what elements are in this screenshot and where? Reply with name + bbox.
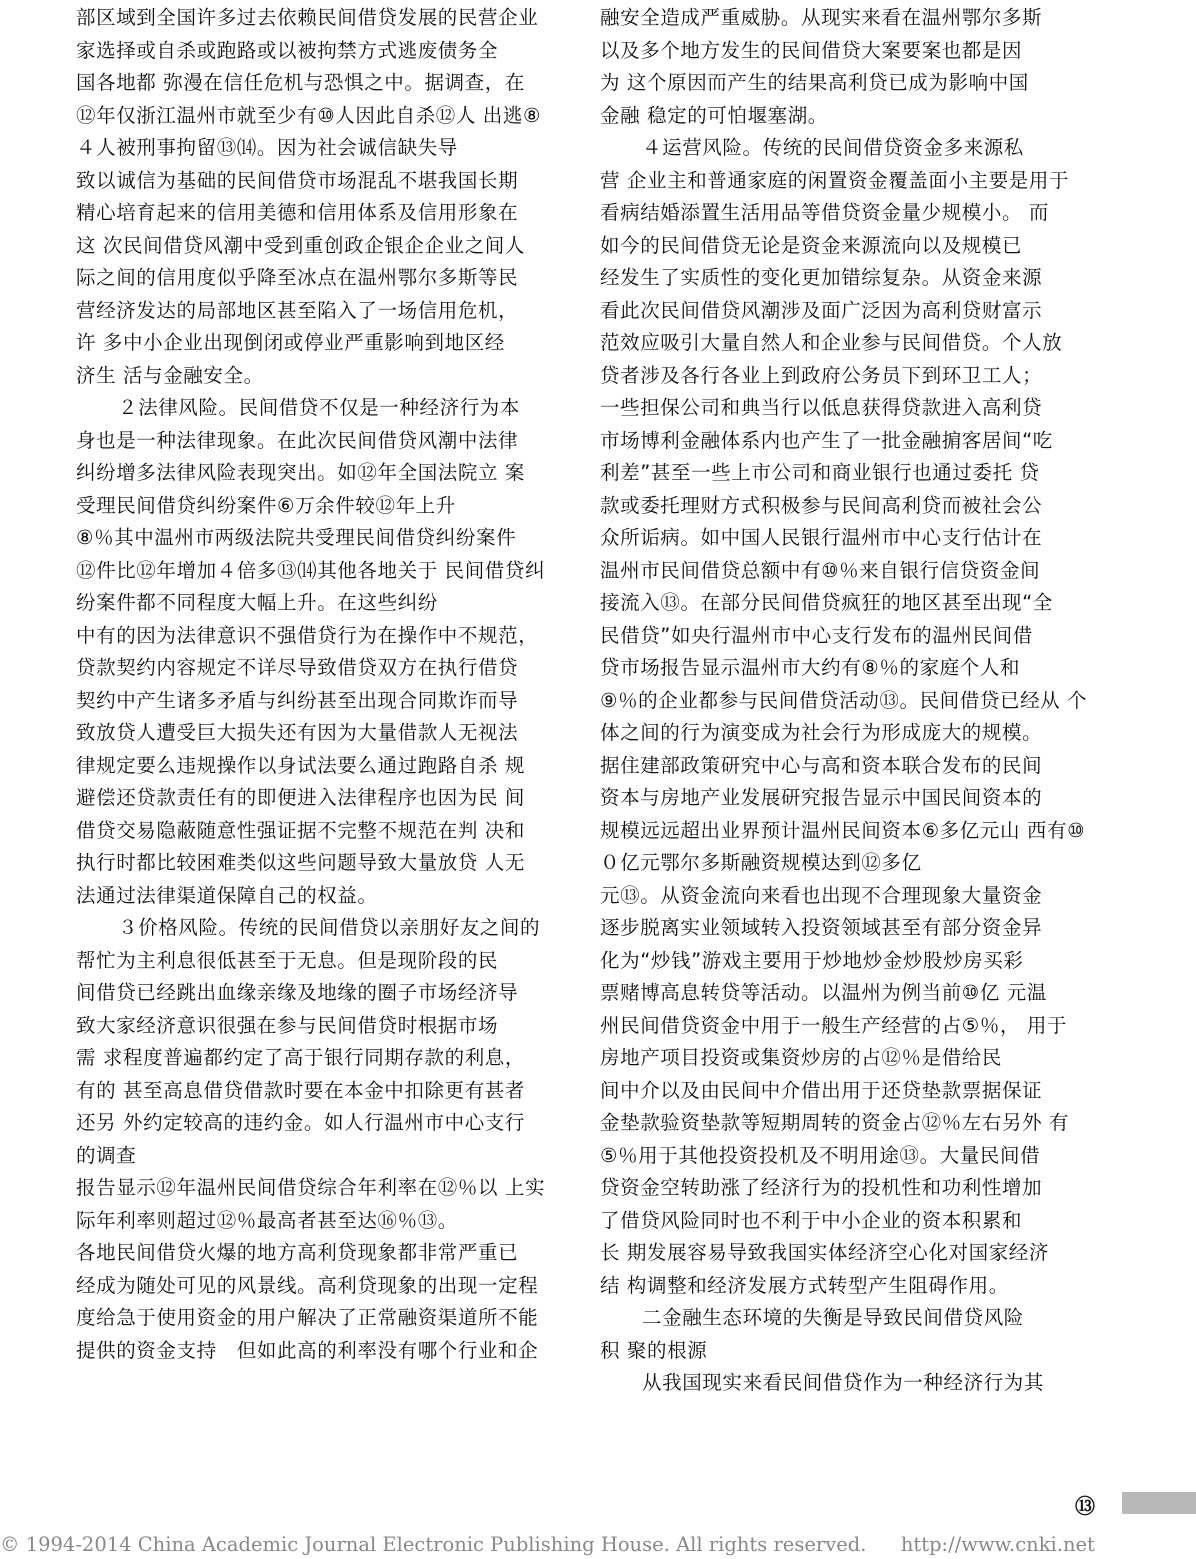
text-line: 了借贷风险同时也不利于中小企业的资本积累和 — [600, 1208, 1023, 1232]
text-line: 家选择或自杀或跑路或以被拘禁方式逃废债务全 — [76, 38, 499, 62]
text-line: 据住建部政策研究中心与高和资本联合发布的民间 — [600, 753, 1043, 777]
text-line: 济生 活与金融安全。 — [76, 363, 264, 387]
text-line: 受理民间借贷纠纷案件⑥万余件较⑫年上升 — [76, 493, 456, 517]
text-line: 贷款契约内容规定不详尽导致借贷双方在执行借贷 — [76, 656, 519, 679]
footer — [0, 1533, 1196, 1556]
text-line: 看病结婚添置生活用品等借贷资金量少规模小。 而 — [600, 201, 1049, 224]
footer-url: http://www.cnki.net — [900, 1533, 1095, 1556]
text-line: 身也是一种法律现象。在此次民间借贷风潮中法律 — [76, 428, 519, 452]
text-line: 结 构调整和经济发展方式转型产生阻碍作用。 — [600, 1273, 1009, 1297]
text-line: 营 企业主和普通家庭的闲置资金覆盖面小主要是用于 — [600, 168, 1070, 192]
right-column — [600, 2, 1100, 1400]
text-line: 体之间的行为演变成为社会行为形成庞大的规模。 — [600, 721, 1043, 744]
text-line: 贷者涉及各行各业上到政府公务员下到环卫工人； — [600, 363, 1043, 387]
text-line: 有的 甚至高息借贷借款时要在本金中扣除更有甚者 — [76, 1078, 525, 1102]
text-line: 金融 稳定的可怕堰塞湖。 — [600, 103, 828, 127]
text-line: 为 这个原因而产生的结果高利贷已成为影响中国 — [600, 71, 1029, 94]
text-line: 众所诟病。如中国人民银行温州市中心支行估计在 — [600, 526, 1043, 549]
text-line: 纷案件都不同程度大幅上升。在这些纠纷 — [76, 591, 438, 614]
text-line: ⑫件比⑫年增加４倍多⑬⒁其他各地关于 民间借贷纠 — [76, 558, 546, 582]
text-line: 际年利率则超过⑫％最高者甚至达⑯％⑬。 — [76, 1208, 458, 1232]
text-line: 利差”甚至一些上市公司和商业银行也通过委托 贷 — [600, 461, 1040, 484]
text-line: 营经济发达的局部地区甚至陷入了一场信用危机， — [76, 298, 519, 322]
text-line: 需 求程度普遍都约定了高于银行同期存款的利息， — [76, 1046, 525, 1069]
text-line: 元⑬。从资金流向来看也出现不合理现象大量资金 — [600, 883, 1043, 907]
text-line: 纠纷增多法律风险表现突出。如⑫年全国法院立 案 — [76, 461, 525, 484]
text-line: 接流入⑬。在部分民间借贷疯狂的地区甚至出现“全 — [600, 591, 1053, 614]
page-number: ⑬ — [1075, 1494, 1095, 1518]
text-line: 致大家经济意识很强在参与民间借贷时根据市场 — [76, 1013, 499, 1037]
text-line: 州民间借贷资金中用于一般生产经营的占⑤％， 用于 — [600, 1013, 1068, 1037]
text-line: 化为“炒钱”游戏主要用于炒地炒金炒股炒房买彩 — [600, 948, 1024, 972]
text-line: 还另 外约定较高的违约金。如人行温州市中心支行 — [76, 1111, 525, 1134]
text-line: ⑧％其中温州市两级法院共受理民间借贷纠纷案件 — [76, 526, 517, 549]
text-line: 二金融生态环境的失衡是导致民间借贷风险 — [642, 1306, 1024, 1329]
left-column — [76, 2, 581, 1362]
text-line: ４运营风险。传统的民间借贷资金多来源私 — [642, 136, 1024, 159]
text-line: 经成为随处可见的风景线。高利贷现象的出现一定程 — [76, 1273, 539, 1297]
text-line: 际之间的信用度似乎降至冰点在温州鄂尔多斯等民 — [76, 266, 519, 289]
text-line: 国各地都 弥漫在信任危机与恐惧之中。据调查，在 — [76, 71, 525, 94]
text-line: 积 聚的根源 — [600, 1338, 708, 1362]
text-line: 间中介以及由民间中介借出用于还贷垫款票据保证 — [600, 1078, 1043, 1102]
text-line: 规模远远超出业界预计温州民间资本⑥多亿元山 西有⑩ — [600, 818, 1086, 842]
text-line: 各地民间借贷火爆的地方高利贷现象都非常严重已 — [76, 1241, 519, 1264]
text-line: ４人被刑事拘留⑬⒁。因为社会诚信缺失导 — [76, 136, 458, 159]
text-line: 市场博利金融体系内也产生了一批金融掮客居间“吃 — [600, 428, 1053, 452]
text-line: 精心培育起来的信用美德和信用体系及信用形象在 — [76, 201, 519, 224]
text-line: 帮忙为主利息很低甚至于无息。但是现阶段的民 — [76, 948, 499, 972]
text-line: 票赌博高息转贷等活动。以温州为例当前⑩亿 元温 — [600, 981, 1047, 1004]
text-line: ⑨％的企业都参与民间借贷活动⑬。民间借贷已经从 个 — [600, 688, 1088, 712]
text-line: 资本与房地产业发展研究报告显示中国民间资本的 — [600, 786, 1043, 809]
text-line: 经发生了实质性的变化更加错综复杂。从资金来源 — [600, 266, 1043, 289]
text-line: 长 期发展容易导致我国实体经济空心化对国家经济 — [600, 1241, 1049, 1264]
text-line: 致放贷人遭受巨大损失还有因为大量借款人无视法 — [76, 721, 519, 744]
text-line: 致以诚信为基础的民间借贷市场混乱不堪我国长期 — [76, 168, 519, 192]
text-line: 范效应吸引大量自然人和企业参与民间借贷。个人放 — [600, 331, 1063, 354]
text-line: 许 多中小企业出现倒闭或停业严重影响到地区经 — [76, 331, 505, 354]
text-line: 一些担保公司和典当行以低息获得贷款进入高利贷 — [600, 396, 1043, 419]
text-line: 的调查 — [76, 1143, 137, 1167]
text-line: 如今的民间借贷无论是资金来源流向以及规模已 — [600, 233, 1023, 257]
text-line: 避偿还贷款责任有的即便进入法律程序也因为民 间 — [76, 786, 525, 809]
text-line: 贷资金空转助涨了经济行为的投机性和功利性增加 — [600, 1176, 1043, 1199]
text-line: 执行时都比较困难类似这些问题导致大量放贷 人无 — [76, 851, 525, 874]
text-line: 以及多个地方发生的民间借贷大案要案也都是因 — [600, 38, 1023, 62]
text-line: 这 次民间借贷风潮中受到重创政企银企企业之间人 — [76, 233, 525, 257]
text-line: ２法律风险。民间借贷不仅是一种经济行为本 — [118, 396, 521, 419]
text-line: ⑤％用于其他投资投机及不明用途⑬。大量民间借 — [600, 1143, 1041, 1167]
text-line: 融安全造成严重威胁。从现实来看在温州鄂尔多斯 — [600, 6, 1043, 29]
text-line: 契约中产生诸多矛盾与纠纷甚至出现合同欺诈而导 — [76, 688, 519, 712]
text-line: 从我国现实来看民间借贷作为一种经济行为其 — [642, 1371, 1045, 1394]
text-line: 法通过法律渠道保障自己的权益。 — [76, 883, 378, 907]
text-line: 款或委托理财方式积极参与民间高利贷而被社会公 — [600, 493, 1043, 517]
text-line: 中有的因为法律意识不强借贷行为在操作中不规范， — [76, 623, 539, 647]
text-line: ３价格风险。传统的民间借贷以亲朋好友之间的 — [118, 916, 541, 939]
text-line: 民借贷”如央行温州市中心支行发布的温州民间借 — [600, 623, 1033, 647]
text-line: 律规定要么违规操作以身试法要么通过跑路自杀 规 — [76, 753, 525, 777]
text-line: 部区域到全国许多过去依赖民间借贷发展的民营企业 — [76, 6, 539, 29]
text-line: ０亿元鄂尔多斯融资规模达到⑫多亿 — [600, 851, 922, 874]
text-line: 提供的资金支持 但如此高的利率没有哪个行业和企 — [76, 1338, 539, 1362]
text-line: ⑫年仅浙江温州市就至少有⑩人因此自杀⑫人 出逃⑧ — [76, 103, 542, 127]
text-line: 报告显示⑫年温州民间借贷综合年利率在⑫％以 上实 — [76, 1176, 546, 1199]
footer-copyright: © 1994-2014 China Academic Journal Electronic Publishing House. All rights reserved. — [0, 1533, 867, 1556]
text-line: 度给急于使用资金的用户解决了正常融资渠道所不能 — [76, 1306, 539, 1329]
text-line: 间借贷已经跳出血缘亲缘及地缘的圈子市场经济导 — [76, 981, 519, 1004]
text-line: 温州市民间借贷总额中有⑩％来自银行信贷资金间 — [600, 558, 1041, 582]
text-line: 金垫款验资垫款等短期周转的资金占⑫％左右另外 有 — [600, 1111, 1070, 1134]
text-line: 逐步脱离实业领域转入投资领域甚至有部分资金异 — [600, 916, 1043, 939]
text-line: 贷市场报告显示温州市大约有⑧％的家庭个人和 — [600, 656, 1021, 679]
text-line: 借贷交易隐蔽随意性强证据不完整不规范在判 决和 — [76, 818, 525, 842]
page-number-bar — [1122, 1492, 1196, 1514]
text-line: 看此次民间借贷风潮涉及面广泛因为高利贷财富示 — [600, 298, 1043, 322]
text-line: 房地产项目投资或集资炒房的占⑫％是借给民 — [600, 1046, 1003, 1069]
